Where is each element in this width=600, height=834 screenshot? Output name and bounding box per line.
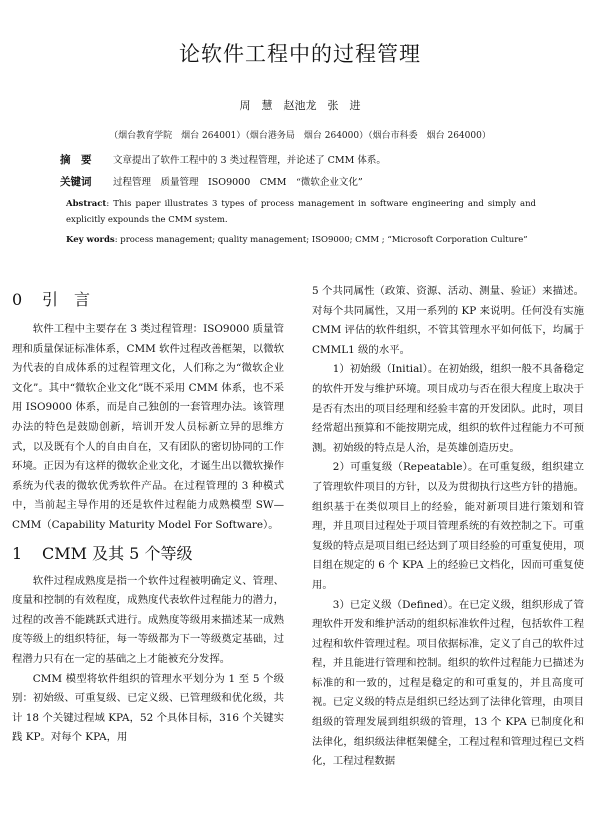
left-paragraph-1: 软件工程中主要存在 3 类过程管理：ISO9000 质量管理和质量保证标准体系，CMM 软件过程改善框架，以微软为代表的自成体系的过程管理文化，人们称之为“微软企业文化”。其中“微软企业文化”既不采用 CMM 体系，也不采用 ISO9000 体系，而是自己独创的一套管理办法。该管理办法的特色是鼓励创新，培训开发人员标新立异的思维方式，以及既有个人的自由自在，又有团队的密切协同的工作环境。正因为有这样的微软企业文化，才诞生出以微软操作系统为代表的微软优秀软件产品。在过程管理的 3 种模式中，当前起主导作用的还是软件过程能力成熟模型 SW—CMM（Capability Maturity Model For Software）。 xyxy=(12,323,284,531)
right-paragraph-3: 2）可重复级（Repeatable）。在可重复级，组织建立了管理软件项目的方针，以及为贯彻执行这些方针的措施。组织基于在类似项目上的经验，能对新项目进行策划和管理，并且项目过程处于项目管理系统的有效控制之下。可重复级的特点是项目组已经达到了项目经验的可重复使用，项目组在规定的 6 个 KPA 上的经验已文档化，因而可重复使用。 xyxy=(312,461,584,591)
authors: 周 慧 赵池龙 张 进 xyxy=(239,99,361,112)
right-paragraph-1: 5 个共同属性（政策、资源、活动、测量、验证）来描述。对每个共同属性，又用一系列的 KP 来说明。任何没有实施 CMM 评估的软件组织，不管其管理水平如何低下，均属于 CMML1 级的水平。 xyxy=(312,285,584,356)
abstract-cn xyxy=(60,152,540,169)
abstract-en-text: This paper illustrates 3 types of process management in software engineering and simply and explicitly expounds the CMM system. xyxy=(66,199,536,225)
abstract-en: Abstract: This paper illustrates 3 types of process management in software engineering and simply and explicitly expounds the CMM system. xyxy=(66,199,536,225)
abstract-cn-label: 摘 要 xyxy=(60,154,92,166)
left-paragraph-3: CMM 模型将软件组织的管理水平划分为 1 至 5 个级别：初始级、可重复级、已定义级、已管理级和优化级，共计 18 个关键过程域 KPA，52 个具体目标，316 个关键实践 KP。对每个 KPA，用 xyxy=(12,672,284,744)
section-1-heading xyxy=(12,542,284,566)
keywords-en-label: Key words xyxy=(66,235,115,245)
left-paragraph-2: 软件过程成熟度是指一个软件过程被明确定义、管理、度量和控制的有效程度，成熟度代表软件过程能力的潜力，过程的改善不能跳跃式进行。成熟度等级用来描述某一成熟度等级上的组织特征，每一等级都为下一等级奠定基础，过程潜力只有在一定的基础之上才能被充分发挥。 xyxy=(12,574,284,665)
section-0-title: 引 言 xyxy=(42,290,91,309)
abstract-cn-text: 文章提出了软件工程中的 3 类过程管理，并论述了 CMM 体系。 xyxy=(113,155,386,166)
affiliations: （烟台教育学院 烟台 264001）（烟台港务局 烟台 264000）（烟台市科委 烟台 264000） xyxy=(109,131,491,141)
keywords-cn xyxy=(60,174,540,191)
section-1-number: 1 xyxy=(12,543,23,563)
abstract-en-label: Abstract xyxy=(66,199,107,209)
keywords-en: Key words: process management; quality management; ISO9000; CMM ; “Microsoft Corporation Culture” xyxy=(66,235,528,245)
section-1-title: CMM 及其 5 个等级 xyxy=(42,543,193,563)
section-0-heading xyxy=(12,288,284,312)
keywords-cn-label: 关键词 xyxy=(60,176,92,188)
keywords-en-text: process management; quality management; ISO9000; CMM ; “Microsoft Corporation Culture” xyxy=(120,235,528,245)
right-column xyxy=(312,282,584,772)
right-paragraph-2: 1）初始级（Initial）。在初始级，组织一般不具备稳定的软件开发与维护环境。项目成功与否在很大程度上取决于是否有杰出的项目经理和经验丰富的开发团队。此时，项目经常超出预算和不能按期完成，组织的软件过程能力不可预测。初始级的特点是人治，是英雄创造历史。 xyxy=(312,363,584,454)
right-paragraph-4: 3）已定义级（Defined）。在已定义级，组织形成了管理软件开发和维护活动的组织标准软件过程，包括软件工程过程和软件管理过程。项目依据标准，定义了自己的软件过程，并且能进行管理和控制。组织的软件过程能力已描述为标准的和一致的，过程是稳定的和可重复的，并且高度可视。已定义级的特点是组织已经达到了法律化管理，由项目组级的管理发展到组织级的管理，13 个 KPA 已制度化和法律化，组织级法律框架健全，工程过程和管理过程已文档化，工程过程数据 xyxy=(312,598,584,768)
paper-title: 论软件工程中的过程管理 xyxy=(179,42,421,66)
keywords-cn-text: 过程管理 质量管理 ISO9000 CMM “微软企业文化” xyxy=(113,177,363,188)
section-0-number: 0 xyxy=(12,290,23,309)
left-column xyxy=(12,282,284,748)
